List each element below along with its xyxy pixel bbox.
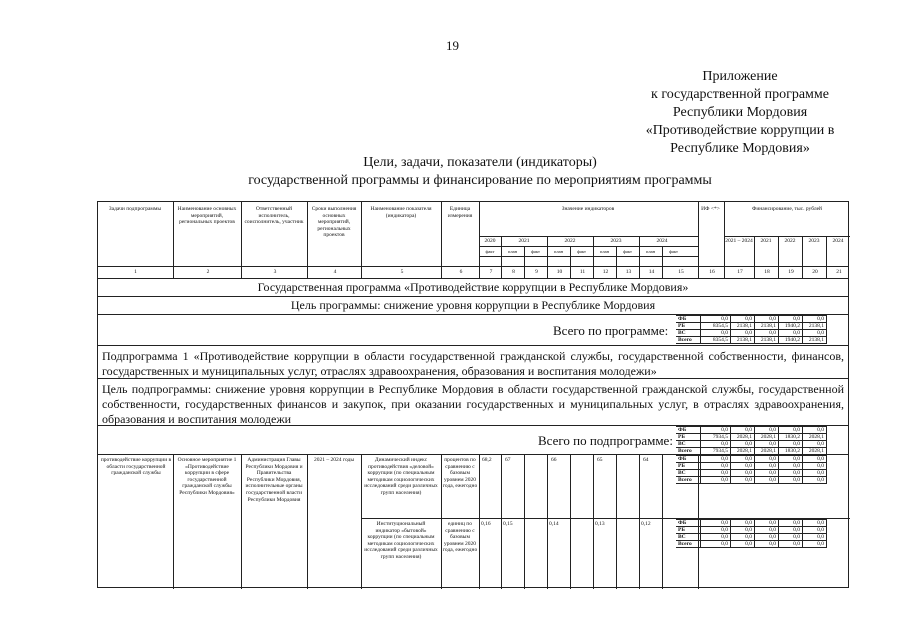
program-total-funding xyxy=(676,315,827,344)
funding-value: 0,0 xyxy=(755,463,779,470)
header-unit: Единица измерения xyxy=(447,206,473,219)
col-number: 20 xyxy=(802,266,827,278)
col-number: 14 xyxy=(639,266,663,278)
funding-value: 0,0 xyxy=(779,527,803,534)
funding-value: 0,0 xyxy=(731,477,755,484)
funding-value: 0,0 xyxy=(779,330,803,337)
indicator-2-name: Институциональный индикатор «бытовой» коррупции (по специальным методикам социологических исследований среди различных групп населения) xyxy=(364,521,438,560)
funding-source: ФБ xyxy=(676,316,701,323)
funding-row xyxy=(676,330,827,337)
funding-value: 2028,1 xyxy=(803,448,827,455)
appendix-line-3: Республики Мордовия xyxy=(672,105,808,120)
header-funding: Финансирование, тыс. рублей xyxy=(752,206,822,212)
funding-value: 0,0 xyxy=(731,456,755,463)
subprogram-goal: Цель подпрограммы: снижение уровня коррупции в Республике Мордовия в области государственной гражданской службы, государственной собственности, государственных финансов и закупок, при оказании государственных и муниципальных услуг, в отраслях здравоохранения, образования и воспитания молодежи xyxy=(98,379,848,426)
detail-period: 2021 – 2024 годы xyxy=(313,457,355,463)
funding-value: 0,0 xyxy=(779,541,803,548)
funding-value: 0,0 xyxy=(701,441,731,448)
indicator-1-value-2022: 66 xyxy=(551,457,557,463)
col-number: 4 xyxy=(307,266,362,278)
header-executor: Ответственный исполнитель, соисполнитель, участник xyxy=(244,206,304,225)
funding-value: 1940,2 xyxy=(779,323,803,330)
appendix-line-4: «Противодействие коррупции в xyxy=(645,123,835,138)
funding-value: 0,0 xyxy=(755,456,779,463)
funding-row xyxy=(676,434,827,441)
funding-value: 0,0 xyxy=(755,316,779,323)
funding-value: 1830,2 xyxy=(779,434,803,441)
funding-row xyxy=(676,441,827,448)
program-title: Государственная программа «Противодействие коррупции в Республике Мордовия» xyxy=(98,279,848,297)
sub-plan: план xyxy=(553,249,564,254)
funding-value: 1830,2 xyxy=(779,448,803,455)
program-total-row xyxy=(98,315,848,346)
indicator-1-value-2021: 67 xyxy=(505,457,511,463)
title-line-2: государственной программы и финансирование по мероприятиям программы xyxy=(248,173,712,188)
funding-value: 8354,5 xyxy=(701,323,731,330)
funding-source: ФБ xyxy=(676,456,701,463)
subprogram-total-label: Всего по подпрограмме: xyxy=(538,433,673,448)
detail-executor: Администрация Главы Республики Мордовия и Правительства Республики Мордовия, исполнительные органы государственной власти Республики Мордовия xyxy=(245,457,303,503)
sub-plan: план xyxy=(645,249,656,254)
funding-value: 0,0 xyxy=(803,330,827,337)
funding-value: 0,0 xyxy=(803,316,827,323)
funding-value: 0,0 xyxy=(755,477,779,484)
col-number: 6 xyxy=(441,266,480,278)
funding-source: Всего xyxy=(676,337,701,344)
funding-value: 1940,2 xyxy=(779,337,803,344)
indicator-1-name: Динамический индекс противодействия «деловой» коррупции (по специальным методикам социологических исследований среди различных групп населения) xyxy=(364,457,438,496)
funding-value: 0,0 xyxy=(701,330,731,337)
funding-value: 2028,1 xyxy=(803,434,827,441)
funding-value: 0,0 xyxy=(701,527,731,534)
funding-source: РБ xyxy=(676,463,701,470)
indicator-2-unit: единиц по сравнению с базовым уровнем 2020 года, ежегодно xyxy=(442,521,478,554)
subprogram-total-funding xyxy=(676,426,827,455)
funding-value: 0,0 xyxy=(701,520,731,527)
indicator-2-value-2022: 0,14 xyxy=(549,521,559,527)
col-number: 8 xyxy=(501,266,525,278)
funding-value: 0,0 xyxy=(803,427,827,434)
funding-value: 0,0 xyxy=(803,441,827,448)
appendix-line-1: Приложение xyxy=(702,69,778,84)
funding-value: 0,0 xyxy=(779,534,803,541)
indicator-2-value-2024: 0,12 xyxy=(641,521,651,527)
funding-source: РБ xyxy=(676,323,701,330)
year-2022: 2022 xyxy=(564,238,576,244)
appendix-line-2: к государственной программе xyxy=(651,87,829,102)
funding-value: 0,0 xyxy=(701,456,731,463)
funding-row xyxy=(676,534,827,541)
col-number: 17 xyxy=(724,266,755,278)
funding-value: 0,0 xyxy=(731,441,755,448)
header-tasks: Задачи подпрограммы xyxy=(108,206,162,212)
funding-value: 0,0 xyxy=(731,534,755,541)
funding-value: 0,0 xyxy=(755,470,779,477)
sub-fact: факт xyxy=(576,249,586,254)
col-number: 5 xyxy=(361,266,442,278)
header-indicator-values: Значение индикаторов xyxy=(561,206,615,212)
funding-value: 0,0 xyxy=(803,463,827,470)
detail-section xyxy=(98,455,848,587)
col-number: 15 xyxy=(662,266,699,278)
funding-value: 0,0 xyxy=(731,427,755,434)
funding-source: Всего xyxy=(676,448,701,455)
col-number: 11 xyxy=(570,266,594,278)
funding-value: 0,0 xyxy=(803,520,827,527)
funding-value: 0,0 xyxy=(701,316,731,323)
header-period: Сроки выполнения основных мероприятий, региональных проектов xyxy=(311,206,357,238)
col-number: 9 xyxy=(524,266,548,278)
funding-row xyxy=(676,470,827,477)
funding-value: 0,0 xyxy=(779,316,803,323)
detail-measure: Основное мероприятие 1 «Противодействие коррупции в сфере государственной гражданской службы Республики Мордовия» xyxy=(177,457,237,496)
year-2021: 2021 xyxy=(518,238,530,244)
table-header xyxy=(98,202,848,267)
indicator-1-funding xyxy=(676,455,827,484)
funding-value: 0,0 xyxy=(779,427,803,434)
fin-year-2022: 2022 xyxy=(784,238,796,244)
funding-value: 8354,5 xyxy=(701,337,731,344)
col-number: 12 xyxy=(593,266,617,278)
funding-row xyxy=(676,337,827,344)
indicator-2-funding xyxy=(676,519,827,548)
col-number: 16 xyxy=(698,266,725,278)
funding-value: 0,0 xyxy=(803,527,827,534)
funding-value: 0,0 xyxy=(701,427,731,434)
sub-plan: план xyxy=(599,249,610,254)
funding-value: 0,0 xyxy=(701,470,731,477)
funding-value: 0,0 xyxy=(803,456,827,463)
fin-year-2024: 2024 xyxy=(832,238,844,244)
col-number: 21 xyxy=(826,266,851,278)
program-goal: Цель программы: снижение уровня коррупции в Республике Мордовия xyxy=(98,297,848,315)
funding-source: Всего xyxy=(676,541,701,548)
funding-value: 0,0 xyxy=(731,541,755,548)
funding-row xyxy=(676,316,827,323)
col-number: 1 xyxy=(134,269,137,275)
funding-source: РБ xyxy=(676,434,701,441)
funding-value: 0,0 xyxy=(779,463,803,470)
funding-row xyxy=(676,477,827,484)
funding-value: 0,0 xyxy=(803,534,827,541)
col-number: 7 xyxy=(479,266,502,278)
funding-row xyxy=(676,456,827,463)
funding-row xyxy=(676,527,827,534)
sub-plan: план xyxy=(507,249,518,254)
funding-value: 0,0 xyxy=(731,527,755,534)
funding-row xyxy=(676,427,827,434)
funding-value: 0,0 xyxy=(755,527,779,534)
funding-value: 0,0 xyxy=(779,477,803,484)
funding-value: 0,0 xyxy=(803,470,827,477)
funding-value: 0,0 xyxy=(803,477,827,484)
col-number: 2 xyxy=(173,266,242,278)
funding-source: РБ xyxy=(676,527,701,534)
funding-value: 2138,1 xyxy=(755,337,779,344)
funding-row xyxy=(676,541,827,548)
funding-row xyxy=(676,323,827,330)
funding-row xyxy=(676,448,827,455)
funding-value: 0,0 xyxy=(779,520,803,527)
year-2024: 2024 xyxy=(656,238,668,244)
funding-value: 2138,1 xyxy=(803,337,827,344)
funding-value: 0,0 xyxy=(755,441,779,448)
funding-value: 0,0 xyxy=(701,463,731,470)
fin-year-2023: 2023 xyxy=(808,238,820,244)
col-number: 18 xyxy=(754,266,779,278)
funding-value: 0,0 xyxy=(779,441,803,448)
funding-value: 0,0 xyxy=(755,534,779,541)
subprogram-title: Подпрограмма 1 «Противодействие коррупции в области государственной гражданской службы, государственной собственности, финансов, государственных и муниципальных услуг, отраслях здравоохранения, образования и воспитания молодежи» xyxy=(98,346,848,379)
sub-fact: факт xyxy=(622,249,632,254)
funding-value: 0,0 xyxy=(731,463,755,470)
header-funding-source: ИФ <*> xyxy=(701,206,720,212)
funding-value: 0,0 xyxy=(731,470,755,477)
funding-source: ВС xyxy=(676,441,701,448)
funding-value: 0,0 xyxy=(755,330,779,337)
indicator-1-value-2024: 64 xyxy=(643,457,649,463)
funding-value: 2138,1 xyxy=(803,323,827,330)
header-measures: Наименование основных мероприятий, региональных проектов xyxy=(177,206,237,225)
sub-fact: факт xyxy=(530,249,540,254)
sub-fact: факт xyxy=(668,249,678,254)
appendix-block xyxy=(590,68,890,158)
indicator-2-value-2021: 0,15 xyxy=(503,521,513,527)
funding-value: 2138,1 xyxy=(755,323,779,330)
funding-row xyxy=(676,520,827,527)
funding-source: ВС xyxy=(676,470,701,477)
funding-value: 0,0 xyxy=(755,541,779,548)
funding-source: ФБ xyxy=(676,427,701,434)
col-number: 3 xyxy=(241,266,308,278)
funding-value: 0,0 xyxy=(803,541,827,548)
col-number: 19 xyxy=(778,266,803,278)
fin-year-total: 2021 – 2024 xyxy=(725,238,753,244)
indicator-1-unit: процентов по сравнению с базовым уровнем 2020 года, ежегодно xyxy=(442,457,478,490)
funding-value: 7934,5 xyxy=(701,434,731,441)
funding-value: 0,0 xyxy=(755,520,779,527)
subprogram-total-row xyxy=(98,426,848,455)
funding-source: ФБ xyxy=(676,520,701,527)
funding-source: ВС xyxy=(676,330,701,337)
sub-fact: факт xyxy=(485,249,495,254)
funding-value: 0,0 xyxy=(701,477,731,484)
funding-value: 0,0 xyxy=(731,330,755,337)
funding-source: ВС xyxy=(676,534,701,541)
indicator-1-value-2020: 68,2 xyxy=(482,457,492,463)
year-2020: 2020 xyxy=(484,238,496,244)
indicator-2-value-2023: 0,13 xyxy=(595,521,605,527)
funding-value: 0,0 xyxy=(755,427,779,434)
year-2023: 2023 xyxy=(610,238,622,244)
column-numbers-row xyxy=(98,266,848,279)
funding-value: 0,0 xyxy=(731,520,755,527)
document-title xyxy=(120,154,840,190)
program-total-label: Всего по программе: xyxy=(553,323,669,338)
funding-value: 2028,1 xyxy=(731,434,755,441)
col-number: 10 xyxy=(547,266,571,278)
funding-value: 2138,1 xyxy=(731,337,755,344)
funding-source: Всего xyxy=(676,477,701,484)
header-indicator: Наименование показателя (индикатора) xyxy=(370,206,432,219)
indicator-2-value-2020: 0,16 xyxy=(481,521,491,527)
funding-value: 0,0 xyxy=(701,541,731,548)
funding-value: 0,0 xyxy=(779,456,803,463)
program-table xyxy=(97,201,849,588)
appendix-line-5: Республике Мордовия» xyxy=(670,141,810,156)
detail-task: противодействие коррупции в области государственной гражданской службы xyxy=(100,457,172,477)
funding-value: 0,0 xyxy=(779,470,803,477)
funding-value: 2028,1 xyxy=(731,448,755,455)
funding-value: 0,0 xyxy=(701,534,731,541)
funding-row xyxy=(676,463,827,470)
funding-value: 2028,1 xyxy=(755,434,779,441)
title-line-1: Цели, задачи, показатели (индикаторы) xyxy=(363,155,597,170)
col-number: 13 xyxy=(616,266,640,278)
page-number: 19 xyxy=(446,38,459,53)
funding-value: 0,0 xyxy=(731,316,755,323)
funding-value: 2138,1 xyxy=(731,323,755,330)
funding-value: 7934,5 xyxy=(701,448,731,455)
fin-year-2021: 2021 xyxy=(760,238,772,244)
indicator-1-value-2023: 65 xyxy=(597,457,603,463)
funding-value: 2028,1 xyxy=(755,448,779,455)
